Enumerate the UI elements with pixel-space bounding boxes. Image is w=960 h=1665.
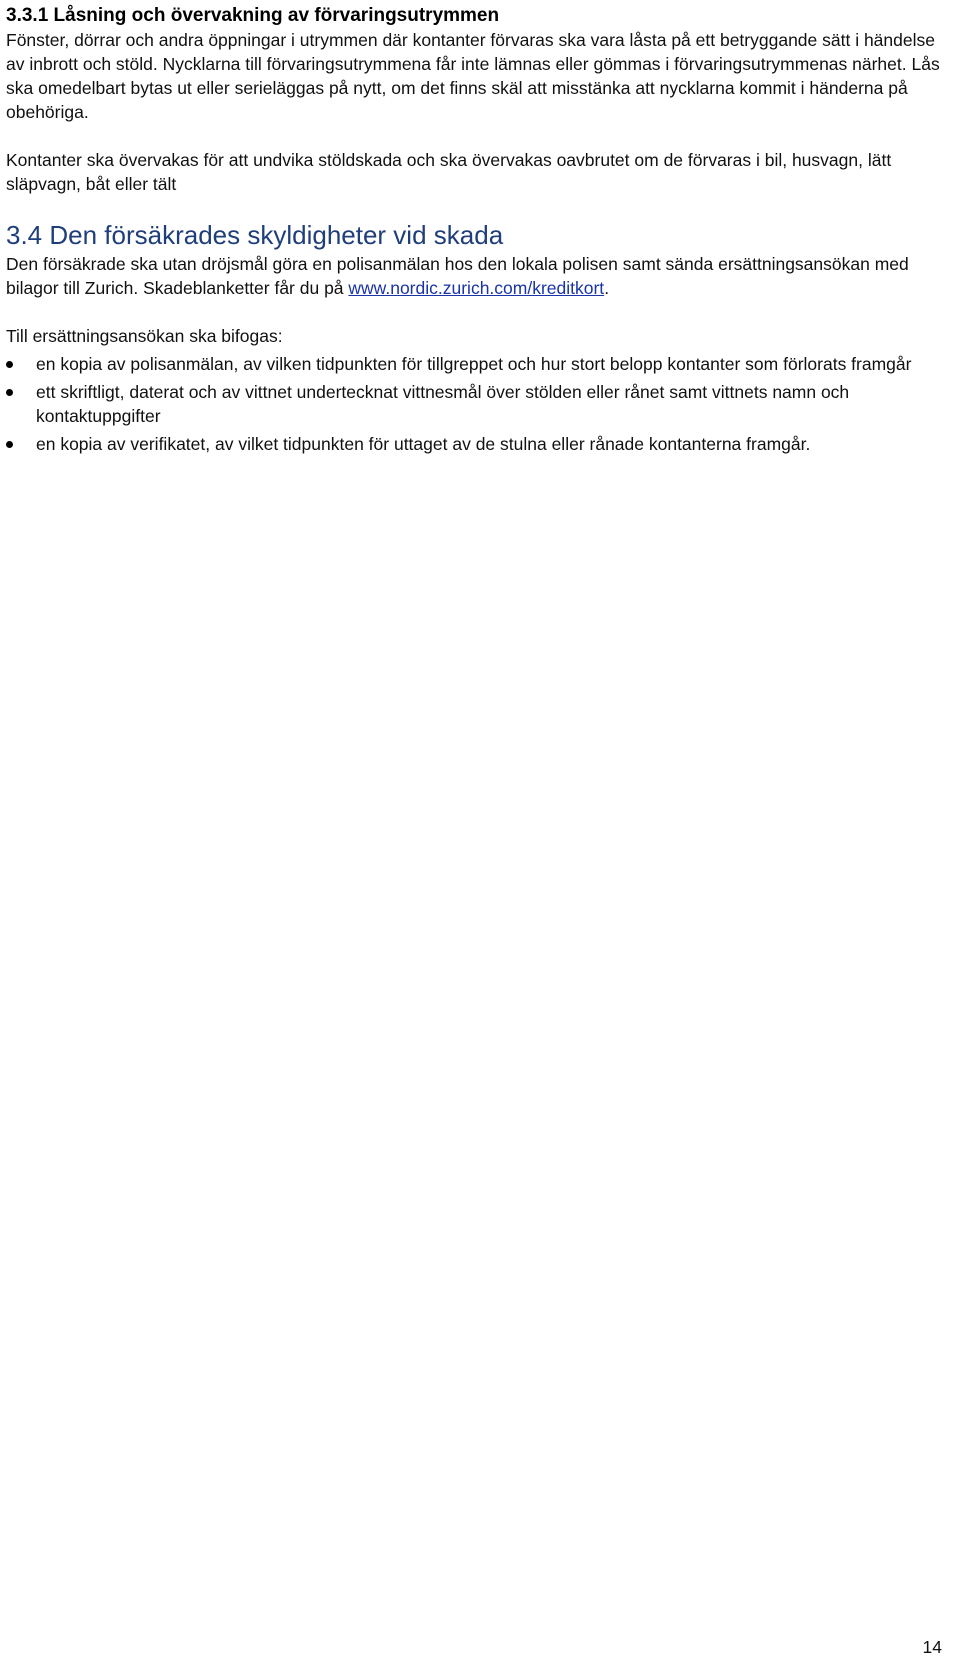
list-item-text: en kopia av polisanmälan, av vilken tidpunkten för tillgreppet och hur stort belopp kontanter som förlorats framgår: [36, 354, 912, 374]
section-3-3-1-paragraph-1: Fönster, dörrar och andra öppningar i utrymmen där kontanter förvaras ska vara låsta på ett betryggande sätt i händelse av inbrott och stöld. Nycklarna till förvaringsutrymmena får inte lämnas eller gömmas i förvaringsutrymmenas närhet. Lås ska omedelbart bytas ut eller serieläggas på nytt, om det finns skäl att misstänka att nycklarna kommit i händerna på obehöriga.: [6, 30, 940, 122]
document-page: [6, 0, 946, 460]
list-item: [6, 352, 946, 376]
attachments-intro: Till ersättningsansökan ska bifogas:: [6, 326, 283, 346]
bullet-icon: [6, 389, 13, 396]
list-item-text: en kopia av verifikatet, av vilket tidpunkten för uttaget av de stulna eller rånade kontanterna framgår.: [36, 434, 811, 454]
section-3-4-paragraph-1: [6, 252, 946, 300]
section-3-4-heading: 3.4 Den försäkrades skyldigheter vid skada: [6, 220, 504, 250]
attachments-list: [6, 352, 946, 456]
bullet-icon: [6, 361, 13, 368]
list-item: [6, 432, 946, 456]
section-3-3-1-paragraph-2: Kontanter ska övervakas för att undvika stöldskada och ska övervakas oavbrutet om de förvaras i bil, husvagn, lätt släpvagn, båt eller tält: [6, 150, 892, 194]
page-number: 14: [922, 1637, 942, 1657]
bullet-icon: [6, 441, 13, 448]
claim-forms-link[interactable]: www.nordic.zurich.com/kreditkort: [348, 278, 605, 298]
section-3-4-paragraph-1-end: .: [604, 278, 610, 298]
section-3-3-1-heading: 3.3.1 Låsning och övervakning av förvaringsutrymmen: [6, 5, 500, 26]
list-item-text: ett skriftligt, daterat och av vittnet undertecknat vittnesmål över stölden eller rånet samt vittnets namn och kontaktuppgifter: [36, 382, 850, 426]
section-3-4-paragraph-1-text: Den försäkrade ska utan dröjsmål göra en polisanmälan hos den lokala polisen samt sända ersättningsansökan med bilagor till Zurich. Skadeblanketter får du på: [6, 254, 909, 298]
list-item: [6, 380, 946, 428]
